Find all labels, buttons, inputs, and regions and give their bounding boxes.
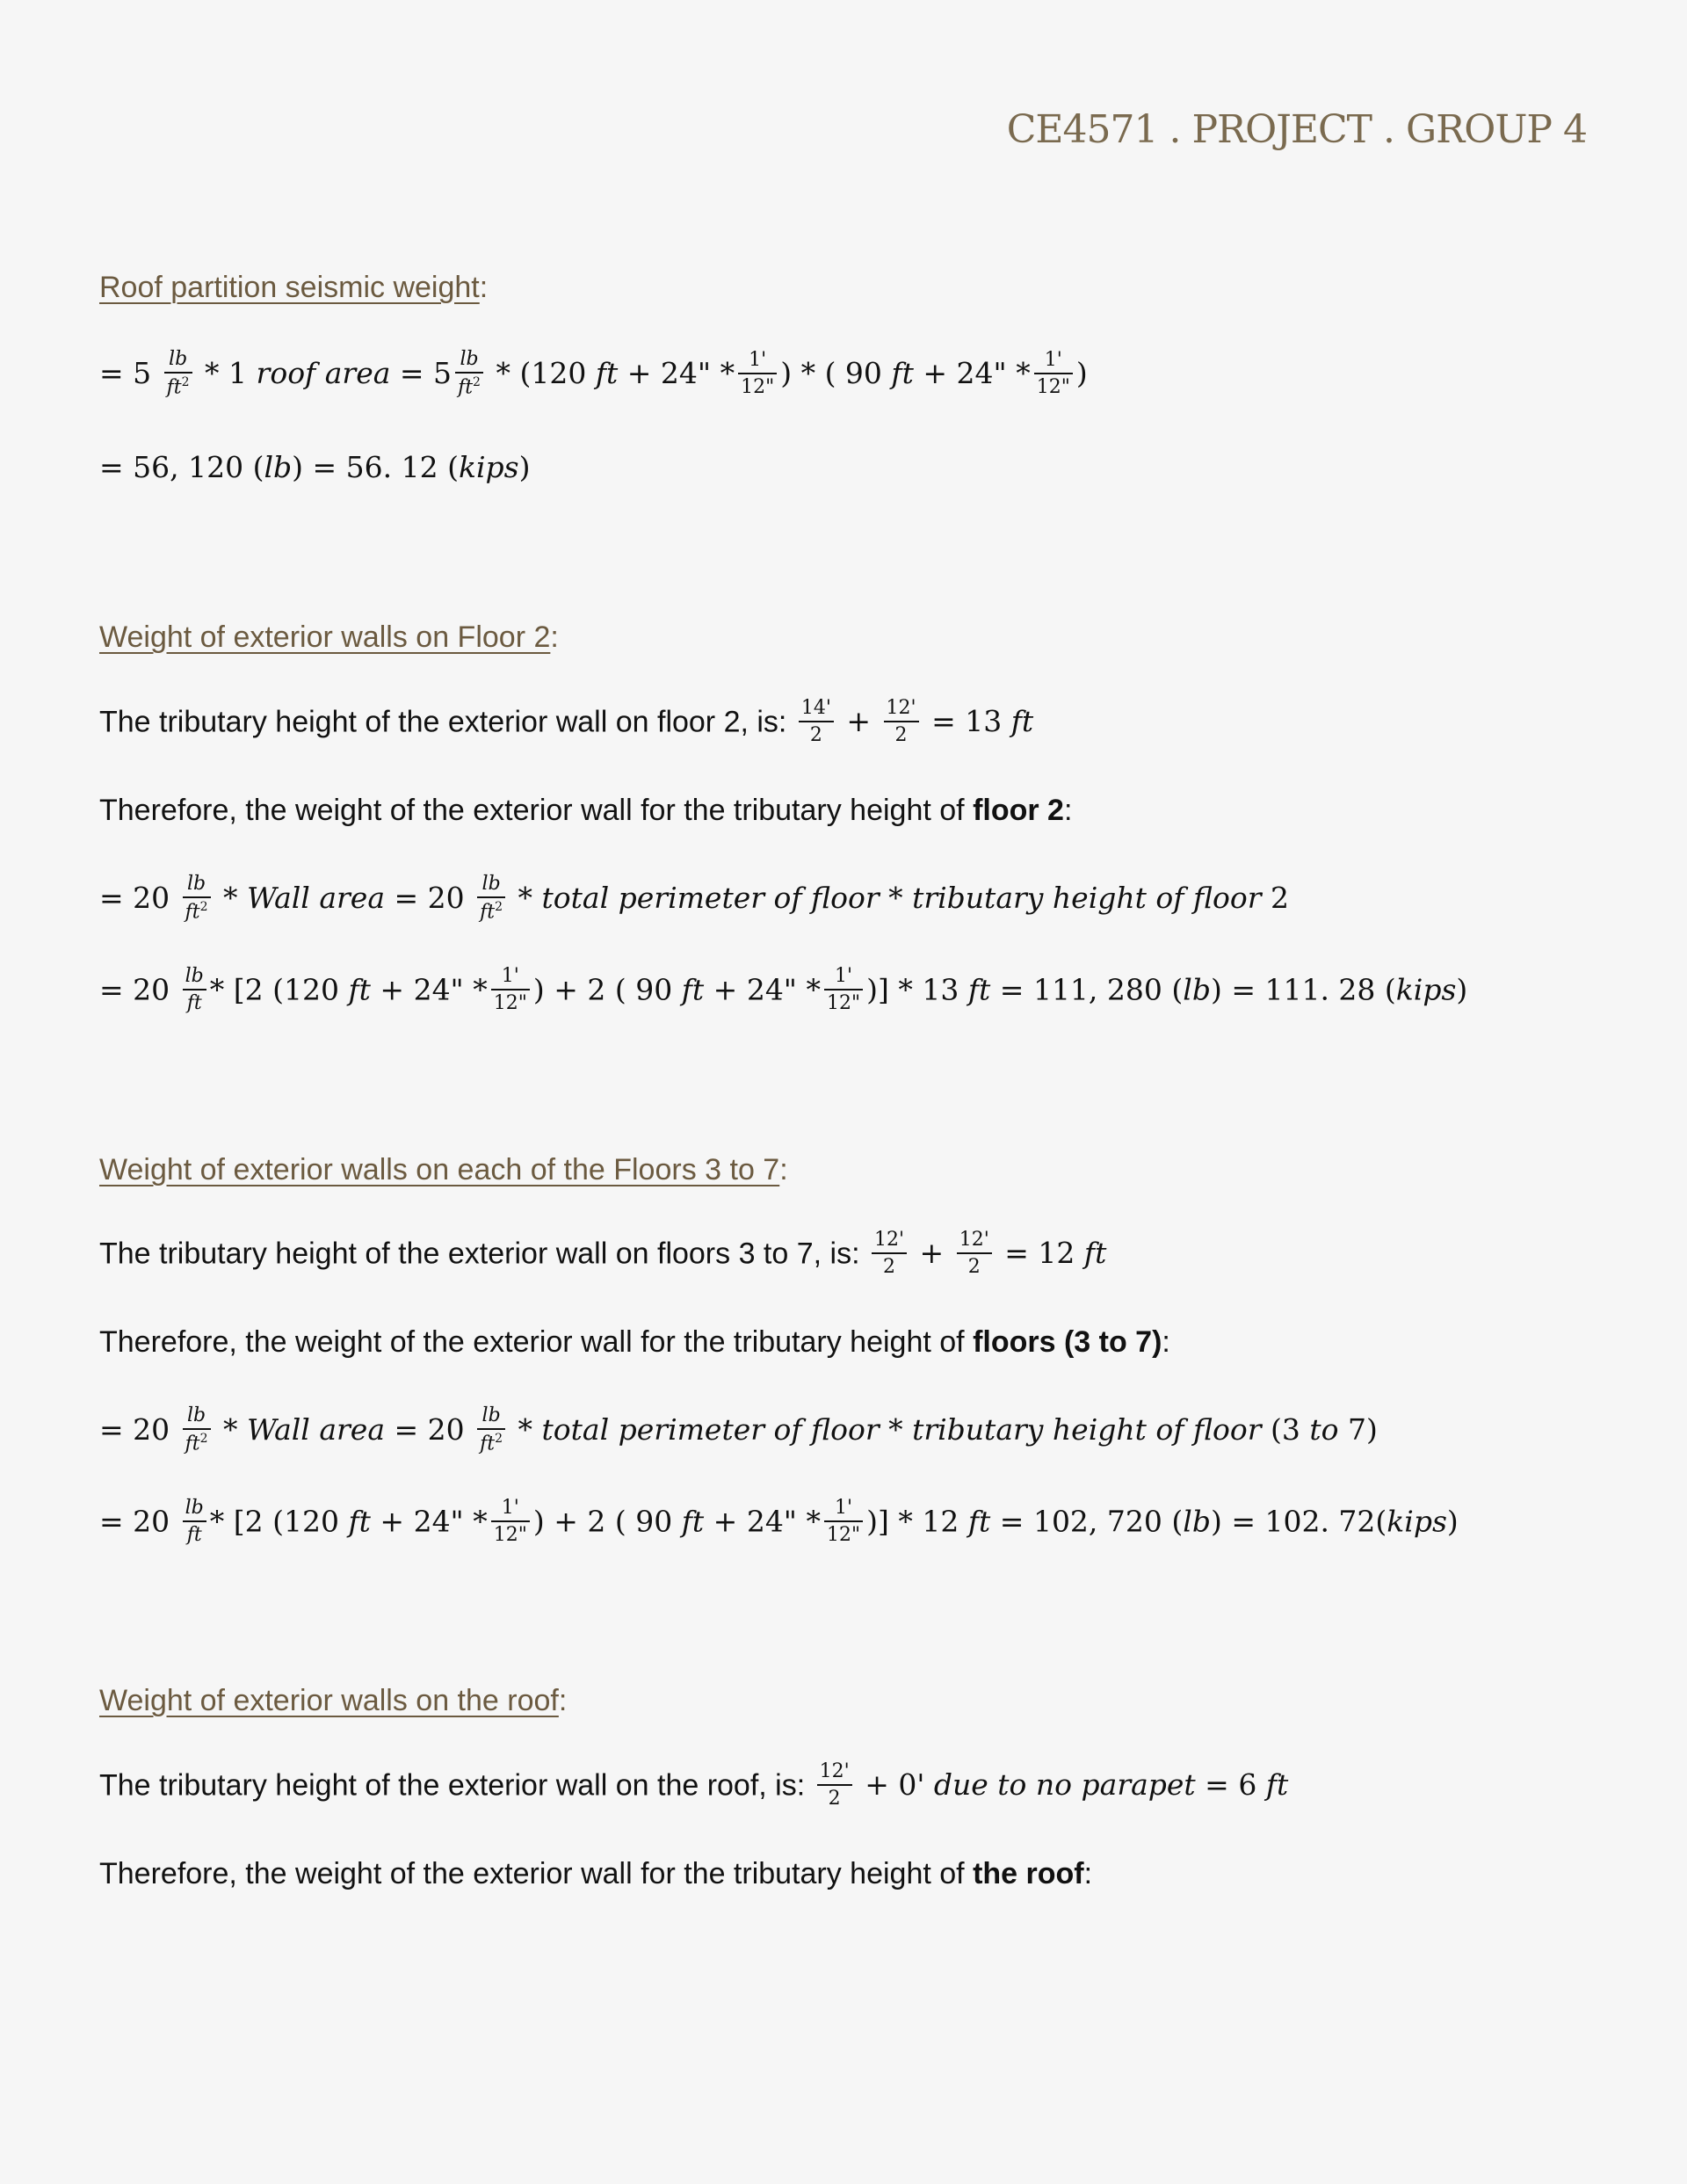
- fraction: [872, 1229, 907, 1279]
- math-text: lb: [164, 348, 192, 374]
- math-text: 1': [738, 349, 777, 374]
- math-text: = 13: [931, 704, 1011, 739]
- math-text: *: [879, 880, 913, 915]
- math-text: 12': [884, 697, 919, 722]
- math-text: = 20: [385, 1411, 474, 1447]
- math-text: = 20: [99, 880, 179, 915]
- fraction-ft-per-in: [738, 349, 777, 399]
- math-text: Weight of exterior walls on Floor 2: [99, 620, 551, 654]
- math-text: [183, 1430, 211, 1455]
- math-text: [814, 1760, 1289, 1810]
- math-text: * [2 (120: [209, 972, 349, 1007]
- math-text: = 102, 720 (: [990, 1504, 1184, 1539]
- math-text: :: [1083, 1857, 1093, 1890]
- fraction-lb-per-ft2: [164, 348, 192, 399]
- math-text: :: [1063, 794, 1073, 827]
- math-text: 12": [826, 992, 861, 1015]
- section-heading-roof-partition: [99, 272, 488, 302]
- math-text: 1': [824, 1497, 863, 1522]
- fraction: [884, 697, 919, 747]
- fraction-ft-per-in: [491, 965, 530, 1015]
- math-text: * 1: [205, 355, 248, 390]
- math-text: *: [223, 1411, 248, 1447]
- fraction-lb-per-ft2: [477, 873, 505, 924]
- math-text: ): [518, 450, 531, 484]
- math-text: lb: [1183, 1504, 1211, 1539]
- math-text: Weight of exterior walls on each of the Floors 3 to 7: [99, 1153, 780, 1186]
- math-text: :: [479, 271, 489, 304]
- math-text: Therefore, the weight of the exterior wall for the tributary height of: [99, 794, 974, 827]
- math-text: :: [558, 1684, 568, 1717]
- math-text: 1': [1034, 349, 1073, 374]
- math-text: floors (3 to 7): [973, 1325, 1162, 1359]
- math-text: due to no parapet: [933, 1767, 1196, 1803]
- math-text: :: [779, 1153, 788, 1186]
- math-text: ) = 56. 12 (: [292, 450, 459, 484]
- section-heading-floor-2: [99, 622, 559, 652]
- math-text: Therefore, the weight of the exterior wall for the tributary height of: [99, 1857, 974, 1890]
- math-text: *: [879, 1411, 913, 1447]
- math-text: roof area: [256, 355, 391, 390]
- fraction: [799, 697, 834, 747]
- math-text: 2: [495, 900, 503, 915]
- math-text: * (120: [496, 355, 596, 390]
- math-text: +: [919, 1236, 945, 1271]
- math-text: ft: [186, 992, 202, 1015]
- math-text: = 20: [99, 972, 179, 1007]
- math-text: total perimeter of floor: [541, 880, 880, 915]
- math-text: 12': [817, 1760, 852, 1786]
- fraction-ft-per-in: [824, 965, 863, 1015]
- math-text: ): [1456, 972, 1468, 1007]
- math-text: [795, 697, 1034, 747]
- math-text: ) + 2 ( 90: [532, 972, 682, 1007]
- math-text: :: [550, 620, 559, 654]
- equation-floor-2-result: [99, 967, 1467, 1017]
- math-text: lb: [264, 450, 293, 484]
- math-text: = 111, 280 (: [990, 972, 1184, 1007]
- math-text: = 12: [1004, 1236, 1084, 1271]
- math-text: *: [223, 880, 248, 915]
- math-text: 2: [828, 1788, 841, 1810]
- section-heading-floors-3-7: [99, 1155, 788, 1185]
- math-text: ) = 102. 72(: [1210, 1504, 1387, 1539]
- math-text: tributary height of floor: [912, 880, 1262, 915]
- math-text: 12": [1036, 375, 1070, 398]
- math-text: kips: [1395, 972, 1457, 1007]
- math-text: *: [518, 880, 542, 915]
- math-text: ft: [348, 1504, 371, 1539]
- equation-floors-3-7-1: [99, 1406, 1378, 1457]
- math-text: = 5: [99, 355, 161, 390]
- equation-roof-partition-result: [99, 450, 531, 484]
- math-text: 2: [473, 375, 481, 390]
- math-text: + 0': [865, 1767, 934, 1803]
- fraction: [957, 1229, 992, 1279]
- therefore-roof: [99, 1859, 1092, 1889]
- math-text: + 24" *: [618, 355, 735, 390]
- math-text: 1': [824, 965, 863, 990]
- math-text: ft: [185, 901, 200, 924]
- math-text: ft: [166, 376, 182, 399]
- math-text: ) = 111. 28 (: [1210, 972, 1396, 1007]
- math-text: ): [1446, 1504, 1459, 1539]
- math-text: lb: [183, 1497, 206, 1522]
- math-text: Wall area: [247, 1411, 386, 1447]
- math-text: = 6: [1195, 1767, 1266, 1803]
- fraction-ft-per-in: [1034, 349, 1073, 399]
- math-text: + 24" *: [704, 1504, 821, 1539]
- fraction-lb-per-ft2: [455, 348, 483, 399]
- math-text: :: [1162, 1325, 1170, 1359]
- math-text: 2: [1261, 880, 1289, 915]
- math-text: ft: [480, 901, 496, 924]
- math-text: +: [846, 704, 872, 739]
- math-text: ft: [480, 1433, 496, 1455]
- fraction-lb-per-ft2: [183, 1404, 211, 1455]
- math-text: ft: [1010, 704, 1034, 739]
- section-heading-roof: [99, 1686, 567, 1716]
- math-text: = 5: [399, 355, 453, 390]
- math-text: 2: [199, 900, 208, 915]
- math-text: floor 2: [973, 794, 1064, 827]
- math-text: 2: [883, 1256, 896, 1279]
- math-text: [477, 1430, 505, 1455]
- tributary-height-floor-2: [99, 699, 1033, 749]
- math-text: 2: [495, 1432, 503, 1447]
- math-text: 14': [799, 697, 834, 722]
- math-text: kips: [1387, 1504, 1447, 1539]
- math-text: ): [1075, 355, 1088, 390]
- math-text: = 20: [99, 1504, 179, 1539]
- math-text: lb: [477, 1404, 505, 1430]
- math-text: kips: [459, 450, 519, 484]
- fraction-lb-per-ft: [183, 1497, 206, 1547]
- math-text: ft: [595, 355, 619, 390]
- math-text: 12": [826, 1524, 861, 1547]
- math-text: 7): [1338, 1411, 1378, 1447]
- math-text: The tributary height of the exterior wall on the roof, is:: [99, 1768, 814, 1803]
- math-text: [164, 374, 192, 399]
- math-text: ft: [186, 1524, 202, 1547]
- math-text: lb: [183, 965, 206, 990]
- math-text: = 20: [99, 1411, 179, 1447]
- math-text: 12": [493, 1524, 527, 1547]
- math-text: 2: [967, 1256, 981, 1279]
- tributary-height-floors-3-7: [99, 1230, 1106, 1281]
- math-text: ft: [1265, 1767, 1289, 1803]
- math-text: ) + 2 ( 90: [532, 1504, 682, 1539]
- therefore-floor-2: [99, 795, 1072, 825]
- fraction-ft-per-in: [491, 1497, 530, 1547]
- math-text: The tributary height of the exterior wall on floor 2, is:: [99, 705, 795, 739]
- math-text: 2: [809, 724, 822, 747]
- math-text: + 24" *: [913, 355, 1031, 390]
- math-text: )] * 12: [866, 1504, 968, 1539]
- math-text: tributary height of floor: [912, 1411, 1262, 1447]
- equation-floor-2-1: [99, 874, 1289, 925]
- math-text: ft: [185, 1433, 200, 1455]
- math-text: lb: [1183, 972, 1211, 1007]
- math-text: ft: [891, 355, 914, 390]
- math-text: = 20: [385, 880, 474, 915]
- math-text: Wall area: [247, 880, 386, 915]
- tributary-height-roof: [99, 1762, 1288, 1812]
- math-text: + 24" *: [370, 1504, 488, 1539]
- math-text: lb: [477, 873, 505, 898]
- math-text: Roof partition seismic weight: [99, 271, 480, 304]
- math-text: ft: [681, 1504, 705, 1539]
- math-text: The tributary height of the exterior wall on floors 3 to 7, is:: [99, 1237, 868, 1271]
- math-text: ft: [967, 972, 991, 1007]
- math-text: 12": [493, 992, 527, 1015]
- math-text: [477, 898, 505, 924]
- math-text: lb: [183, 873, 211, 898]
- math-text: the roof: [973, 1857, 1084, 1890]
- equation-floors-3-7-result: [99, 1498, 1459, 1549]
- math-text: ft: [348, 972, 371, 1007]
- math-text: ) * ( 90: [780, 355, 892, 390]
- math-text: 2: [181, 375, 190, 390]
- math-text: 1': [491, 965, 530, 990]
- math-text: = 56, 120 (: [99, 450, 264, 484]
- fraction-lb-per-ft2: [183, 873, 211, 924]
- math-text: ft: [458, 376, 474, 399]
- math-text: total perimeter of floor: [541, 1411, 880, 1447]
- math-text: + 24" *: [370, 972, 488, 1007]
- fraction-lb-per-ft: [183, 965, 206, 1015]
- math-text: + 24" *: [704, 972, 821, 1007]
- math-text: [868, 1229, 1107, 1279]
- fraction-lb-per-ft2: [477, 1404, 505, 1455]
- equation-roof-partition-1: [99, 350, 1088, 401]
- math-text: * [2 (120: [209, 1504, 349, 1539]
- math-text: *: [518, 1411, 542, 1447]
- math-text: 12': [957, 1229, 992, 1254]
- math-text: ft: [1083, 1236, 1107, 1271]
- math-text: (3: [1261, 1411, 1310, 1447]
- math-text: 12': [872, 1229, 907, 1254]
- math-text: 2: [199, 1432, 208, 1447]
- math-text: lb: [455, 348, 483, 374]
- math-text: )] * 13: [866, 972, 968, 1007]
- math-text: 12": [741, 375, 775, 398]
- fraction: [817, 1760, 852, 1810]
- math-text: ft: [967, 1504, 991, 1539]
- math-text: ft: [681, 972, 705, 1007]
- math-text: Weight of exterior walls on the roof: [99, 1684, 559, 1717]
- page-header-title: CE4571 . PROJECT . GROUP 4: [1006, 107, 1587, 152]
- therefore-floors-3-7: [99, 1327, 1170, 1357]
- math-text: 2: [894, 724, 908, 747]
- math-text: to: [1309, 1411, 1339, 1447]
- fraction-ft-per-in: [824, 1497, 863, 1547]
- math-text: Therefore, the weight of the exterior wall for the tributary height of: [99, 1325, 974, 1359]
- math-text: 1': [491, 1497, 530, 1522]
- math-text: lb: [183, 1404, 211, 1430]
- math-text: [183, 898, 211, 924]
- math-text: [455, 374, 483, 399]
